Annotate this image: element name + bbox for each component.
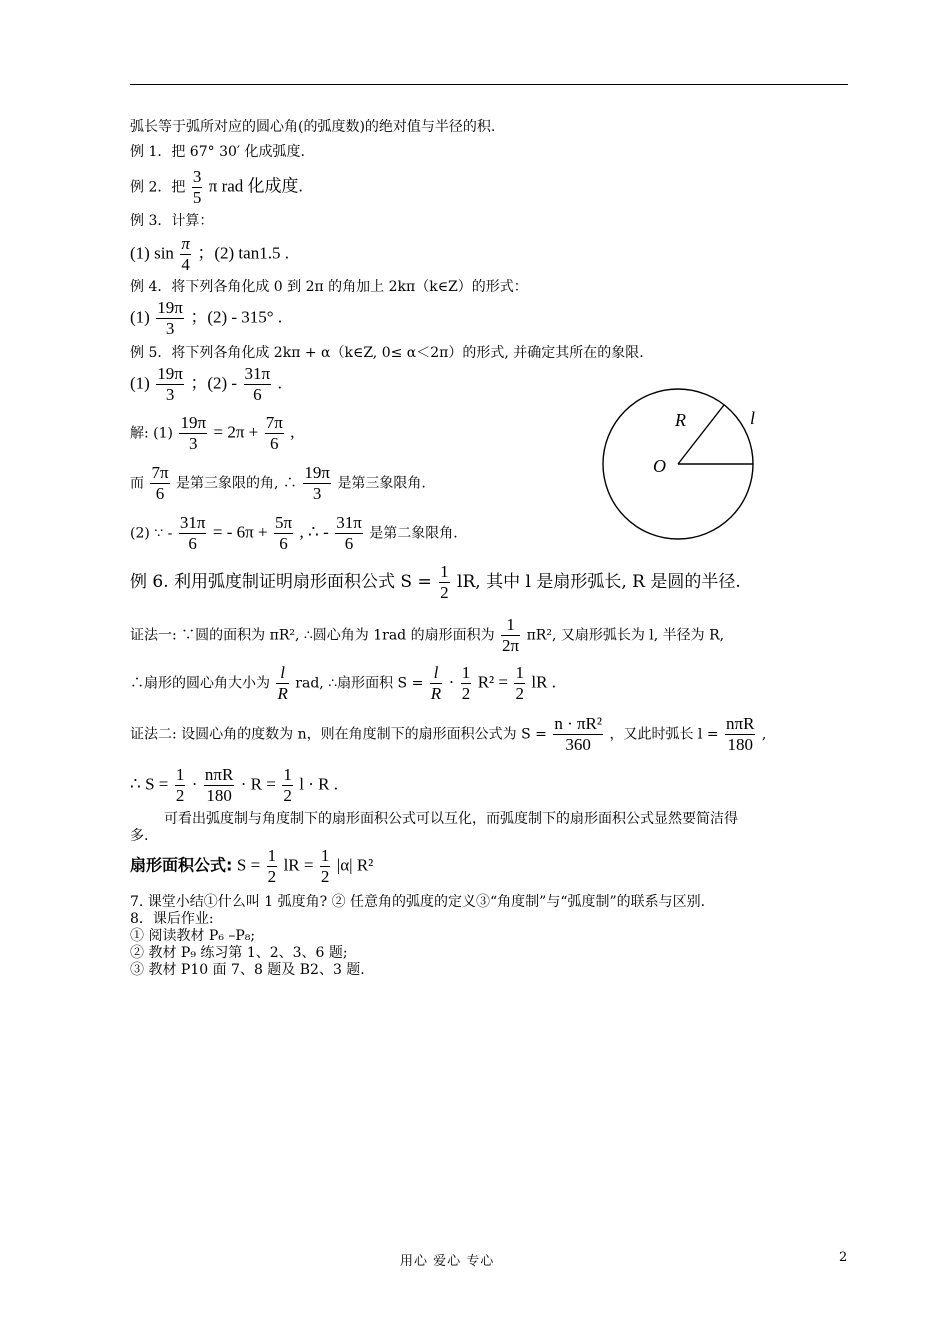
solution-1: 解: (1) $\frac{19\pi}{3}$ = 2π + $\frac{7\pi}{6}$ , bbox=[130, 413, 295, 453]
label-l: l bbox=[750, 408, 756, 428]
header-rule bbox=[130, 84, 848, 85]
area-formula: 扇形面积公式: S = $\frac{1}{2}$ lR = $\frac{1}{2}$ |α| R² bbox=[130, 846, 374, 886]
proof-2a: 证法二: 设圆心角的度数为 n，则在角度制下的扇形面积公式为 S = $\frac{\text{n · πR²}}{360}$ ，又此时弧长 l = $\frac{\text{nπR}}{180}$ , bbox=[130, 714, 767, 754]
summary-8: 8．课后作业: bbox=[130, 911, 214, 927]
summary-7: 7. 课堂小结①什么叫 1 弧度角? ② 任意角的弧度的定义③“角度制”与“弧度制”的联系与区别. bbox=[130, 894, 706, 910]
homework-1: ① 阅读教材 P₆ –P₈; bbox=[130, 928, 256, 944]
homework-2: ② 教材 P₉ 练习第 1、2、3、6 题; bbox=[130, 945, 348, 961]
example-4-items: (1) $\frac{19\pi}{3}$ ；(2) - 315° . bbox=[130, 298, 283, 338]
solution-1b: 而 $\frac{7\pi}{6}$ 是第三象限的角, ∴ $\frac{19\pi}{3}$ 是第三象限角. bbox=[130, 463, 426, 503]
sector-diagram bbox=[600, 388, 760, 548]
intro-text: 弧长等于弧所对应的圆心角(的弧度数)的绝对值与半径的积. bbox=[130, 119, 496, 135]
footer-slogan: 用心 爱心 专心 bbox=[400, 1254, 495, 1269]
note-text: 可看出弧度制与角度制下的扇形面积公式可以互化，而弧度制下的扇形面积公式显然要简洁得 bbox=[164, 811, 738, 827]
example-3-items: (1) sin $\frac{\pi}{4}$ ；(2) tan1.5 . bbox=[130, 234, 289, 274]
example-1: 例 1．把 67° 30′ 化成弧度. bbox=[130, 144, 305, 160]
example-5-items: (1) $\frac{19\pi}{3}$ ；(2) - $\frac{31\pi}{6}$ . bbox=[130, 364, 282, 404]
example-3: 例 3．计算： bbox=[130, 213, 214, 229]
page-number: 2 bbox=[839, 1250, 848, 1265]
proof-2b: ∴ S = $\frac{1}{2}$ · $\frac{\text{nπR}}{180}$ · R = $\frac{1}{2}$ l · R . bbox=[130, 765, 338, 805]
solution-2: (2) ∵ - $\frac{31\pi}{6}$ = - 6π + $\frac{5\pi}{6}$ , ∴ - $\frac{31\pi}{6}$ 是第二象限角. bbox=[130, 513, 458, 553]
label-R: R bbox=[675, 410, 686, 430]
proof-1b: ∴扇形的圆心角大小为 $\frac{l}{R}$ rad, ∴扇形面积 S = $\frac{l}{R}$ · $\frac{1}{2}$ R² = $\frac{1}{2}$ lR . bbox=[130, 663, 556, 703]
note-text-2: 多. bbox=[130, 828, 149, 844]
example-6: 例 6. 利用弧度制证明扇形面积公式 S = $\frac{1}{2}$ lR, 其中 l 是扇形弧长, R 是圆的半径. bbox=[130, 562, 741, 602]
example-5: 例 5．将下列各角化成 2kπ + α（k∈Z, 0≤ α＜2π）的形式, 并确定其所在的象限. bbox=[130, 345, 644, 361]
example-2: 例 2．把 $\frac{3}{5}$ π rad 化成度. bbox=[130, 167, 303, 207]
proof-1a: 证法一: ∵圆的面积为 πR², ∴圆心角为 1rad 的扇形面积为 $\frac{1}{2\pi}$ πR², 又扇形弧长为 l, 半径为 R, bbox=[130, 615, 725, 655]
example-4: 例 4．将下列各角化成 0 到 2π 的角加上 2kπ（k∈Z）的形式： bbox=[130, 279, 528, 295]
label-O: O bbox=[653, 456, 666, 476]
homework-3: ③ 教材 P10 面 7、8 题及 B2、3 题. bbox=[130, 962, 365, 978]
